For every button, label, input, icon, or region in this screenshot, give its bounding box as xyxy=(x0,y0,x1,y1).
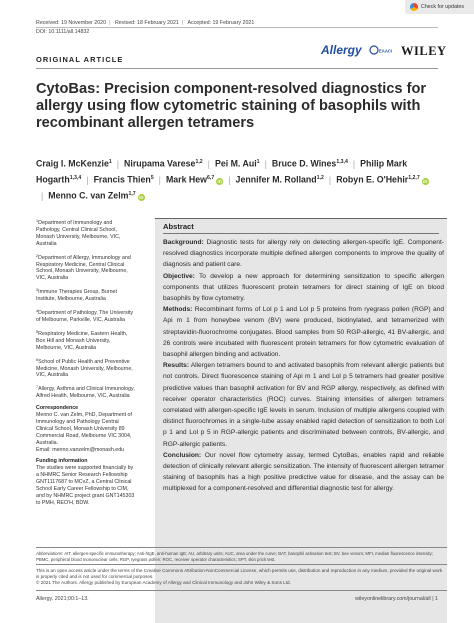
article-dates: Received: 19 November 2020 | Revised: 18 February 2021 | Accepted: 19 February 2021 xyxy=(36,20,255,26)
author-name[interactable]: Mark Hew xyxy=(165,174,208,185)
author-name[interactable]: Nirupama Varese xyxy=(124,158,196,169)
author-separator: | xyxy=(352,158,356,169)
affiliation xyxy=(36,308,136,324)
author-affiliation-sup: 1,2 xyxy=(316,175,324,181)
license-notice xyxy=(36,568,446,586)
orcid-icon[interactable]: iD xyxy=(138,194,144,200)
correspondence-email[interactable]: Email: menno.vanzelm@monash.edu xyxy=(36,446,125,453)
sidebar xyxy=(36,218,136,512)
correspondence-block xyxy=(36,405,136,453)
author-separator: | xyxy=(328,174,332,185)
abstract-section xyxy=(163,271,444,305)
header-divider xyxy=(36,27,438,28)
orcid-icon[interactable]: iD xyxy=(217,178,222,184)
author-separator: | xyxy=(264,158,267,169)
affiliation-number: 6 xyxy=(36,357,39,362)
abstract-section-label: Results: xyxy=(163,362,190,370)
affiliation-text: Allergy, Asthma and Clinical Immunology, Alfred Health, Melbourne, VIC, Australia xyxy=(36,386,135,400)
affiliation-text: Department of Pathology, The University of Melbourne, Parkville, VIC, Australia xyxy=(36,310,134,323)
author-separator: | xyxy=(228,174,231,185)
author-separator: | xyxy=(207,158,210,169)
affiliation xyxy=(36,287,136,303)
orcid-icon[interactable]: iD xyxy=(423,178,428,184)
affiliation xyxy=(36,253,136,283)
affiliation-number: 1 xyxy=(36,219,39,223)
check-for-updates-button[interactable] xyxy=(405,0,474,14)
affiliation-number: 2 xyxy=(36,253,39,258)
author-affiliation-sup: 1,2,7 xyxy=(408,175,420,181)
article-type-divider xyxy=(36,68,438,69)
affiliation xyxy=(36,384,136,400)
correspondence-text: Menno C. van Zelm, PhD, Department of Immunology and Pathology Central Clinical School, Monash University 89 Commercial Road, Melbourne VIC 3004, Australia. xyxy=(36,412,132,446)
copyright-text: © 2021 The Authors. Allergy published by European Academy of Allergy and Clinical Immunology and John Wiley & Sons Ltd. xyxy=(36,580,291,585)
abstract-section xyxy=(163,450,444,495)
author-affiliation-sup: 1,7 xyxy=(128,191,136,197)
eaaci-icon xyxy=(370,46,378,54)
author-name[interactable]: Craig I. McKenzie xyxy=(36,158,109,169)
abstract-section-text: Diagnostic tests for allergy rely on detecting allergen-specific IgE. Component-resolved diagnostics incorporate multiple defined allergen components to improve the quality of diagnosis and patient care. xyxy=(163,239,444,269)
abstract-section xyxy=(163,360,444,450)
abstract-section xyxy=(163,304,444,360)
author-name[interactable]: Robyn E. O'Hehir xyxy=(336,174,409,185)
abstract-section xyxy=(163,237,444,271)
check-updates-label: Check for updates xyxy=(421,4,464,10)
footer-divider-2 xyxy=(36,564,447,565)
author-separator: | xyxy=(116,158,120,169)
abstract-section-text: Recombinant forms of Lol p 1 and Lol p 5 proteins from ryegrass pollen (RGP) and Api m 1 from honeybee venom (BV) were produced, biotinylated, and tetramerized with streptavidin-fluorochrome conjugates. Blood samples from 50 RGP-allergic, 41 BV-allergic, and 26 controls were incubated with fluorescent protein tetramers for flow cytometric evaluation of basophil allergen binding and activation. xyxy=(163,306,444,359)
affiliation-number: 4 xyxy=(36,309,39,314)
author-affiliation-sup: 6,7 xyxy=(207,175,215,181)
article-title: CytoBas: Precision component-resolved diagnostics for allergy using flow cytometric staining of basophils with recombinant allergen tetramers xyxy=(36,81,427,131)
author-name[interactable]: Menno C. van Zelm xyxy=(48,190,129,201)
doi: DOI: 10.1111/all.14832 xyxy=(36,29,90,35)
abbreviations xyxy=(36,551,446,562)
abstract-section-text: Allergen tetramers bound to and activated basophils from relevant allergic patients but not controls. Direct fluorescence staining of Api m 1 and Lol p 5 tetramers had greater positive predictive values than basophil activation for BV and RGP allergy, respectively, as defined with receiver operator characteristics (ROC) curves. Staining intensities of allergen tetramers correlated with allergen-specific IgE levels in serum. Inclusion of multiple allergens coupled with distinct fluorochromes in a single-tube assay enabled rapid detection of sensitization to both Lol p 1 and Lol p 5 in RGP-allergic patients and discriminated between controls, BV-allergic, and RGP-allergic patients. xyxy=(163,362,444,448)
received-date: Received: 19 November 2020 xyxy=(36,20,107,26)
correspondence-heading: Correspondence xyxy=(36,405,79,412)
affiliation xyxy=(36,218,136,248)
footer-divider-3 xyxy=(36,590,447,591)
abbreviations-text: AIT, allergen-specific immunotherapy; Anti-hIgE, anti-human IgE; AU, arbitrary units; AUC, area under the curve; BAT, basophil activation test; BV, bee venom; MFI, median fluorescence intensity; PBMC, peripheral blood mononuclear cells; RGP, ryegrass pollen; ROC, receiver operator characteristics; SPT, skin prick test. xyxy=(36,551,433,562)
article-type: ORIGINAL ARTICLE xyxy=(36,55,124,64)
abstract-section-label: Objective: xyxy=(163,272,195,280)
author-affiliation-sup: 1 xyxy=(108,159,112,165)
journal-citation: Allergy. 2021;00:1–13. xyxy=(36,596,89,602)
author-separator: | xyxy=(41,190,44,201)
affiliation-text: School of Public Health and Preventive Medicine, Monash University, Melbourne, VIC, Australia xyxy=(36,358,133,379)
abstract-section-text: Our novel flow cytometry assay, termed CytoBas, enables rapid and reliable detection of clinically relevant allergic sensitization. The intensity of fluorescent allergen tetramer staining of basophils has a high positive predictive value for disease, and the assay can be multiplexed for a component-resolved and differential diagnostic test for allergy. xyxy=(163,451,444,493)
abstract-heading: Abstract xyxy=(163,222,194,231)
affiliation-text: Respiratory Medicine, Eastern Health, Box Hill and Monash University, Melbourne, VIC, Australia xyxy=(36,330,128,351)
affiliation-text: Immune Therapies Group, Burnet Institute, Melbourne, Australia xyxy=(36,289,117,303)
author-separator: | xyxy=(86,174,89,185)
crossmark-icon xyxy=(410,3,418,11)
author-name[interactable]: Pei M. Aui xyxy=(214,158,257,169)
funding-block xyxy=(36,458,136,506)
journal-url[interactable]: wileyonlinelibrary.com/journal/all | 1 xyxy=(355,596,438,602)
affiliation-text: Department of Immunology and Pathology, Central Clinical School, Monash University, Melbourne, VIC, Australia xyxy=(36,220,121,247)
affiliation-number: 7 xyxy=(36,385,39,390)
author-affiliation-sup: 5 xyxy=(150,175,154,181)
eaaci-logo-text: EAACI xyxy=(379,48,393,54)
author-affiliation-sup: 1,3,4 xyxy=(336,159,348,165)
allergy-journal-logo xyxy=(321,43,397,57)
abstract-section-label: Conclusion: xyxy=(163,451,202,459)
allergy-logo-text: Allergy xyxy=(321,43,362,57)
affiliations xyxy=(36,218,136,400)
author-name[interactable]: Francis Thien xyxy=(93,174,151,185)
affiliation xyxy=(36,357,136,380)
affiliation-number: 3 xyxy=(36,288,39,293)
abstract-section-text: To develop a new approach for determining sensitization to specific allergen components that utilizes fluorescent protein tetramers for direct staining of IgE on blood basophils by flow cytometry. xyxy=(163,272,444,303)
abstract-section-label: Methods: xyxy=(163,306,193,314)
revised-date: Revised: 18 February 2021 xyxy=(114,20,179,26)
abstract-section-label: Background: xyxy=(163,239,204,246)
affiliation-number: 5 xyxy=(36,329,39,334)
author-affiliation-sup: 1 xyxy=(256,159,260,165)
funding-text: The studies were supported financially by a NHMRC Senior Research Fellowship GNT1117687 to MCvZ, a Central Clinical School Early Career Fellowship to CIM, and by NHMRC project grant GNT145303 to PMH, REO'H, BDW. xyxy=(36,465,135,506)
author-name[interactable]: Jennifer M. Rolland xyxy=(235,174,317,185)
abstract-body xyxy=(163,237,444,495)
author-affiliation-sup: 1,2 xyxy=(195,159,203,165)
abbreviations-label: Abbreviations: xyxy=(36,551,64,556)
author-separator: | xyxy=(158,174,161,185)
license-text: This is an open access article under the terms of the Creative Commons Attribution-NonCommercial License, which permits use, distribution and reproduction in any medium, provided the original work is properly cited and is not used for commercial purposes. xyxy=(36,568,443,579)
author-list xyxy=(36,155,446,203)
accepted-date: Accepted: 19 February 2021 xyxy=(187,20,255,26)
funding-heading: Funding information xyxy=(36,458,88,465)
author-name[interactable]: Philip Mark Hogarth xyxy=(36,158,408,185)
author-name[interactable]: Bruce D. Wines xyxy=(271,158,337,169)
affiliation-text: Department of Allergy, Immunology and Respiratory Medicine, Central Clinical School, Monash University, Melbourne, VIC, Australia xyxy=(36,254,131,282)
affiliation xyxy=(36,329,136,352)
publisher-logo: WILEY xyxy=(401,44,447,58)
author-affiliation-sup: 1,3,4 xyxy=(69,175,82,181)
abstract-divider xyxy=(163,233,439,234)
footer-divider-1 xyxy=(36,547,447,548)
